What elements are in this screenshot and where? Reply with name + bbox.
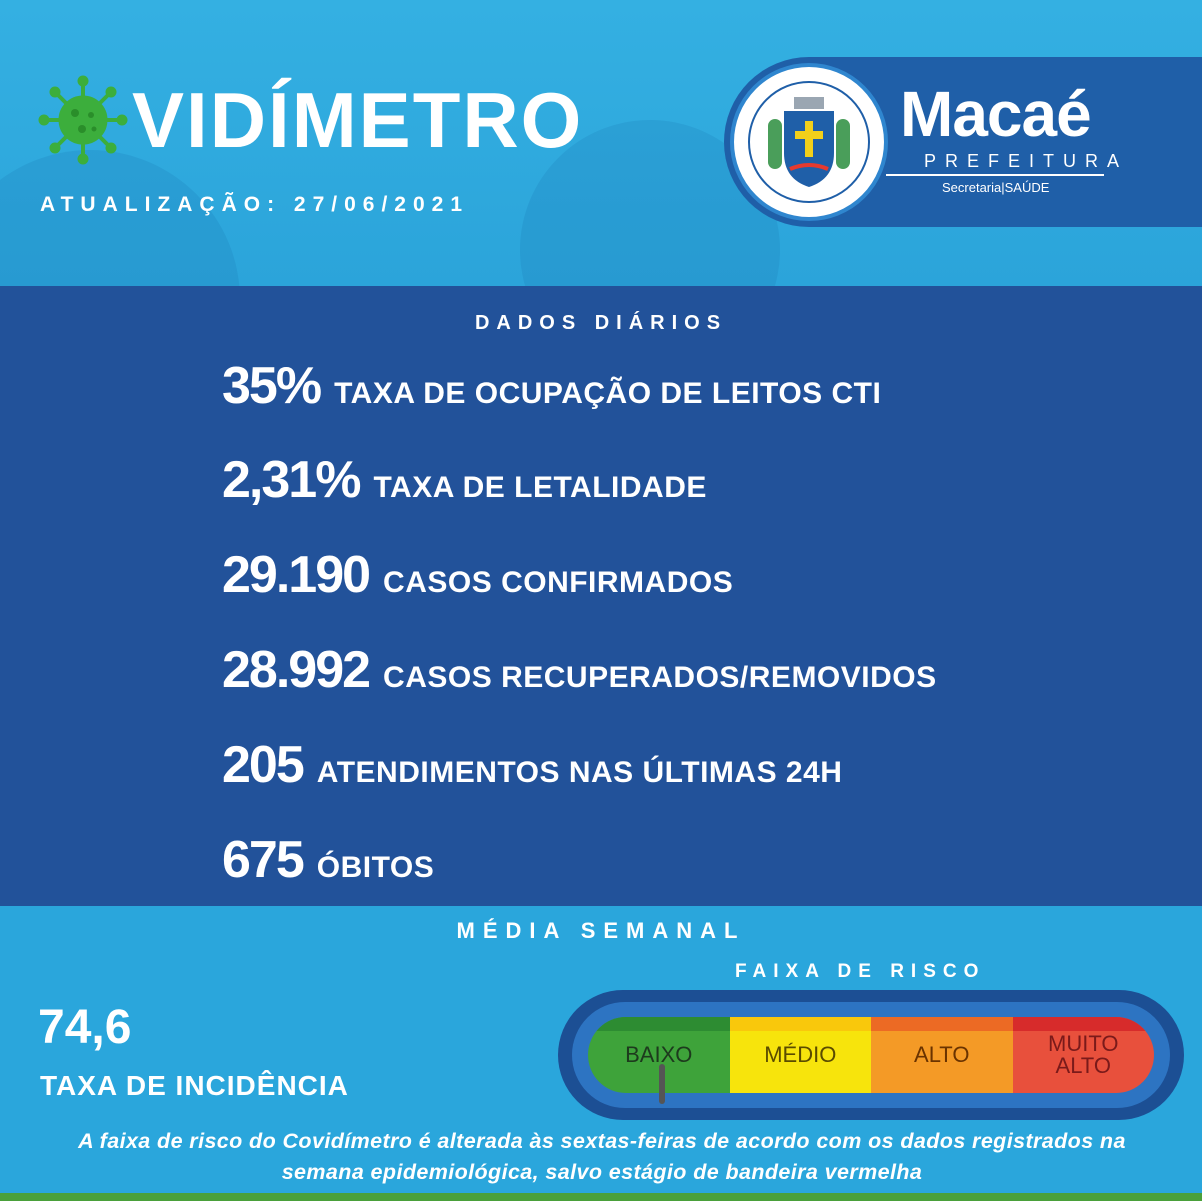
title-text: VIDÍMETRO [132,75,584,164]
logo-subtitle: PREFEITURA [924,151,1129,171]
coat-of-arms-emblem [730,63,888,221]
stat-value: 675 [222,831,303,889]
daily-data-heading: DADOS DIÁRIOS [474,312,728,334]
risk-level-medium: MÉDIO [730,1017,872,1093]
stat-label: TAXA DE LETALIDADE [373,471,707,504]
risk-level-very-high: MUITO ALTO [1013,1017,1155,1093]
prefeitura-logo [724,57,1202,227]
stat-attendances [222,735,842,795]
stat-lethality [222,450,707,510]
risk-indicator-needle [659,1064,665,1104]
shield-icon [750,83,868,201]
weekly-average-heading: MÉDIA SEMANAL [456,918,746,943]
logo-department: Secretaria|SAÚDE [942,180,1050,195]
stat-icu-occupancy [222,356,881,416]
update-date: ATUALIZAÇÃO: 27/06/2021 [40,193,470,216]
stat-label: CASOS CONFIRMADOS [383,566,734,599]
stat-deaths [222,830,434,890]
stat-value: 29.190 [222,546,370,604]
stat-label: CASOS RECUPERADOS/REMOVIDOS [383,661,937,694]
risk-note: A faixa de risco do Covidímetro é alterada às sextas-feiras de acordo com os dados registrados na semana epidemiológica, salvo estágio de bandeira vermelha [78,1129,1126,1184]
stat-value: 2,31% [222,451,360,509]
city-name: Macaé [900,78,1091,150]
stat-label: ÓBITOS [316,851,435,884]
risk-range-heading: FAIXA DE RISCO [735,961,986,982]
risk-gauge [558,990,1184,1120]
stat-value: 35% [222,357,321,415]
stat-label: TAXA DE OCUPAÇÃO DE LEITOS CTI [334,377,882,410]
stat-recovered-cases [222,640,937,700]
stat-value: 205 [222,736,303,794]
stat-value: 28.992 [222,641,370,699]
incidence-rate-value: 74,6 [38,1001,132,1054]
logo-divider [886,174,1104,176]
stat-confirmed-cases [222,545,733,605]
risk-level-high: ALTO [871,1017,1013,1093]
incidence-rate-label: TAXA DE INCIDÊNCIA [40,1070,349,1101]
bottom-stripe [0,1193,1202,1201]
risk-level-low: BAIXO [588,1017,730,1093]
risk-gauge-bar [588,1017,1154,1093]
stat-label: ATENDIMENTOS NAS ÚLTIMAS 24H [316,756,843,789]
page-title [38,70,583,170]
virus-icon [38,75,128,165]
